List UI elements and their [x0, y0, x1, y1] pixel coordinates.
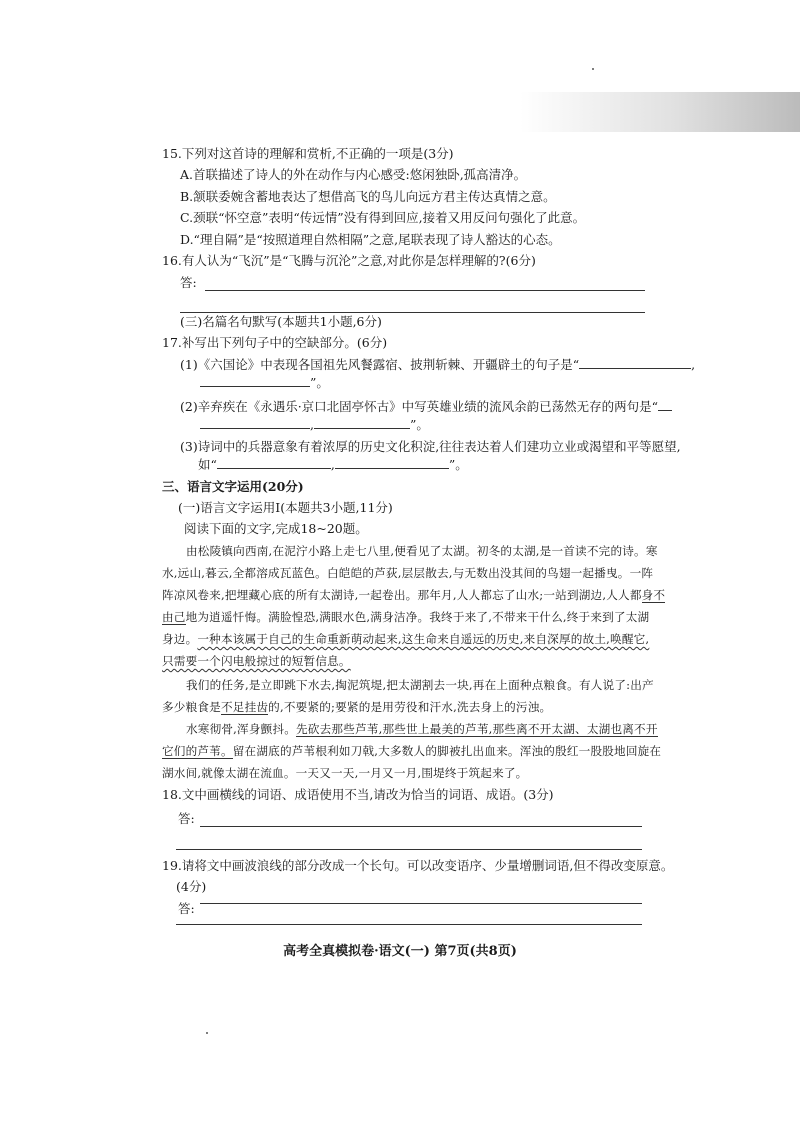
underlined-phrase: 不足挂齿 [220, 700, 269, 714]
scan-shadow [520, 92, 800, 132]
q18-answer-line-2[interactable] [176, 849, 642, 850]
passage-p1-line1: 由松陵镇向西南,在泥泞小路上走七八里,便看见了太湖。初冬的太湖,是一首读不完的诗。寒 [186, 544, 658, 558]
q17-item-2 [180, 398, 672, 416]
q17-stem: 17.补写出下列句子中的空缺部分。(6分) [162, 335, 388, 350]
q17-item-3-prefix: 如“ [198, 457, 217, 472]
q19-stem: 19.请将文中画波浪线的部分改成一个长句。可以改变语序、少量增删词语,但不得改变原意。 [162, 858, 674, 873]
passage-p3-line2 [162, 742, 661, 760]
subsection-title: (一)语言文字运用Ⅰ(本题共3小题,11分) [178, 500, 393, 515]
passage-p1-line2: 水,远山,暮云,全都溶成瓦蓝色。白皑皑的芦荻,层层散去,与无数出没其间的鸟翅一起播曳。一阵 [162, 566, 654, 580]
underlined-phrase: 由己 [162, 610, 186, 624]
passage-text: 身边。 [162, 632, 198, 646]
scan-speck [206, 1032, 208, 1034]
passage-text: 的,不要紧的;要紧的是用劳役和汗水,洗去身上的污浊。 [268, 700, 552, 714]
passage-p1-line5 [162, 630, 649, 648]
q16-answer-line-1[interactable] [205, 290, 645, 291]
q17-blank-2c[interactable] [314, 416, 410, 429]
q17-item-3-close: ”。 [448, 457, 468, 472]
passage-text: 阵凉风卷来,把埋藏心底的所有太湖诗,一起卷出。那年月,人人都忘了山水;一站到湖边,人人都 [162, 588, 642, 602]
q17-item-2-text: (2)辛弃疾在《永遇乐·京口北固亭怀古》中写英雄业绩的流风余韵已荡然无存的两句是“ [180, 399, 659, 414]
q17-item-3: (3)诗词中的兵器意象有着浓厚的历史文化积淀,往往表达着人们建功立业或渴望和平等愿望, [180, 439, 681, 454]
q15-option-a: A.首联描述了诗人的外在动作与内心感受:悠闲独卧,孤高清净。 [180, 167, 527, 182]
q17-item-1-text: (1)《六国论》中表现各国祖先风餐露宿、披荆斩棘、开疆辟土的句子是“ [180, 357, 580, 372]
passage-p1-line3 [162, 586, 665, 604]
underlined-phrase: 先砍去那些芦苇,那些世上最美的芦苇,那些离不开太湖、太湖也离不开 [296, 722, 658, 736]
q17-item-2-close: ”。 [409, 417, 429, 432]
reading-instruction: 阅读下面的文字,完成18~20题。 [184, 521, 368, 536]
scan-speck [592, 68, 594, 70]
q18-answer-line-1[interactable] [200, 826, 642, 827]
underlined-phrase: 身不 [641, 588, 666, 602]
wavy-underlined-text: 只需要一个闪电般掠过的短暂信息。 [162, 654, 351, 668]
q17-blank-2a[interactable] [658, 398, 672, 411]
passage-text: 多少粮食是 [162, 700, 221, 714]
q18-stem: 18.文中画横线的词语、成语使用不当,请改为恰当的词语、成语。(3分) [162, 787, 554, 802]
passage-p1-line6 [162, 652, 351, 670]
q17-item-3-comma: , [330, 457, 335, 472]
q15-option-d: D.“理自隔”是“按照道理自然相隔”之意,尾联表现了诗人豁达的心态。 [180, 232, 561, 247]
q17-blank-2b[interactable] [200, 416, 310, 429]
q17-blank-1a[interactable] [579, 356, 691, 369]
q17-blank-3b[interactable] [335, 456, 449, 469]
passage-p1-line4 [162, 608, 649, 626]
q16-stem: 16.有人认为“飞沉”是“飞腾与沉沦”之意,对此你是怎样理解的?(6分) [162, 253, 536, 268]
q17-blank-3a[interactable] [217, 456, 331, 469]
q17-item-2-comma: , [310, 417, 314, 432]
q16-answer-label: 答: [180, 275, 197, 290]
page-footer: 高考全真模拟卷·语文(一) 第7页(共8页) [283, 944, 517, 959]
q17-item-1-close: ”。 [310, 375, 329, 390]
q17-item-1-comma: , [691, 357, 696, 372]
q19-answer-label: 答: [178, 901, 195, 916]
q15-stem: 15.下列对这首诗的理解和赏析,不正确的一项是(3分) [162, 146, 454, 161]
q17-item-2-cont [200, 416, 429, 434]
q19-score: (4分) [176, 879, 207, 894]
part3-title: (三)名篇名句默写(本题共1小题,6分) [180, 314, 382, 329]
q17-item-3-cont [198, 456, 468, 474]
q15-option-c: C.颈联“怀空意”表明“传远情”没有得到回应,接着又用反问句强化了此意。 [180, 210, 586, 225]
passage-p2-line1: 我们的任务,是立即跳下水去,掏泥筑堤,把太湖割去一块,再在上面种点粮食。有人说了:出产 [186, 678, 654, 692]
underlined-phrase: 它们的芦苇。 [162, 744, 233, 758]
passage-p2-line2 [162, 698, 551, 716]
q19-answer-line-1[interactable] [200, 903, 642, 904]
q18-answer-label: 答: [178, 811, 195, 826]
q15-option-b: B.颔联委婉含蓄地表达了想借高飞的鸟儿向远方君主传达真情之意。 [180, 189, 556, 204]
passage-p3-line1 [186, 720, 658, 738]
passage-text: 留在湖底的芦苇根利如刀戟,大多数人的脚被扎出血来。浑浊的殷红一股股地回旋在 [232, 744, 662, 758]
passage-p3-line3: 湖水间,就像太湖在流血。一天又一天,一月又一月,围堤终于筑起来了。 [162, 766, 528, 780]
q19-answer-line-2[interactable] [176, 924, 642, 925]
passage-text: 地为逍遥忏悔。满脸惶恐,满眼水色,满身洁净。我终于来了,不带来干什么,终于来到了太湖 [185, 610, 650, 624]
section-title: 三、语言文字运用(20分) [162, 479, 304, 494]
q17-blank-1b[interactable] [200, 374, 310, 387]
passage-text: 水寒彻骨,浑身颤抖。 [186, 722, 297, 736]
q17-item-1-cont [200, 374, 329, 392]
q17-item-1 [180, 356, 695, 374]
wavy-underlined-text: 一种本该属于自己的生命重新萌动起来,这生命来自遥远的历史,来自深厚的故土,唤醒它, [197, 632, 650, 646]
